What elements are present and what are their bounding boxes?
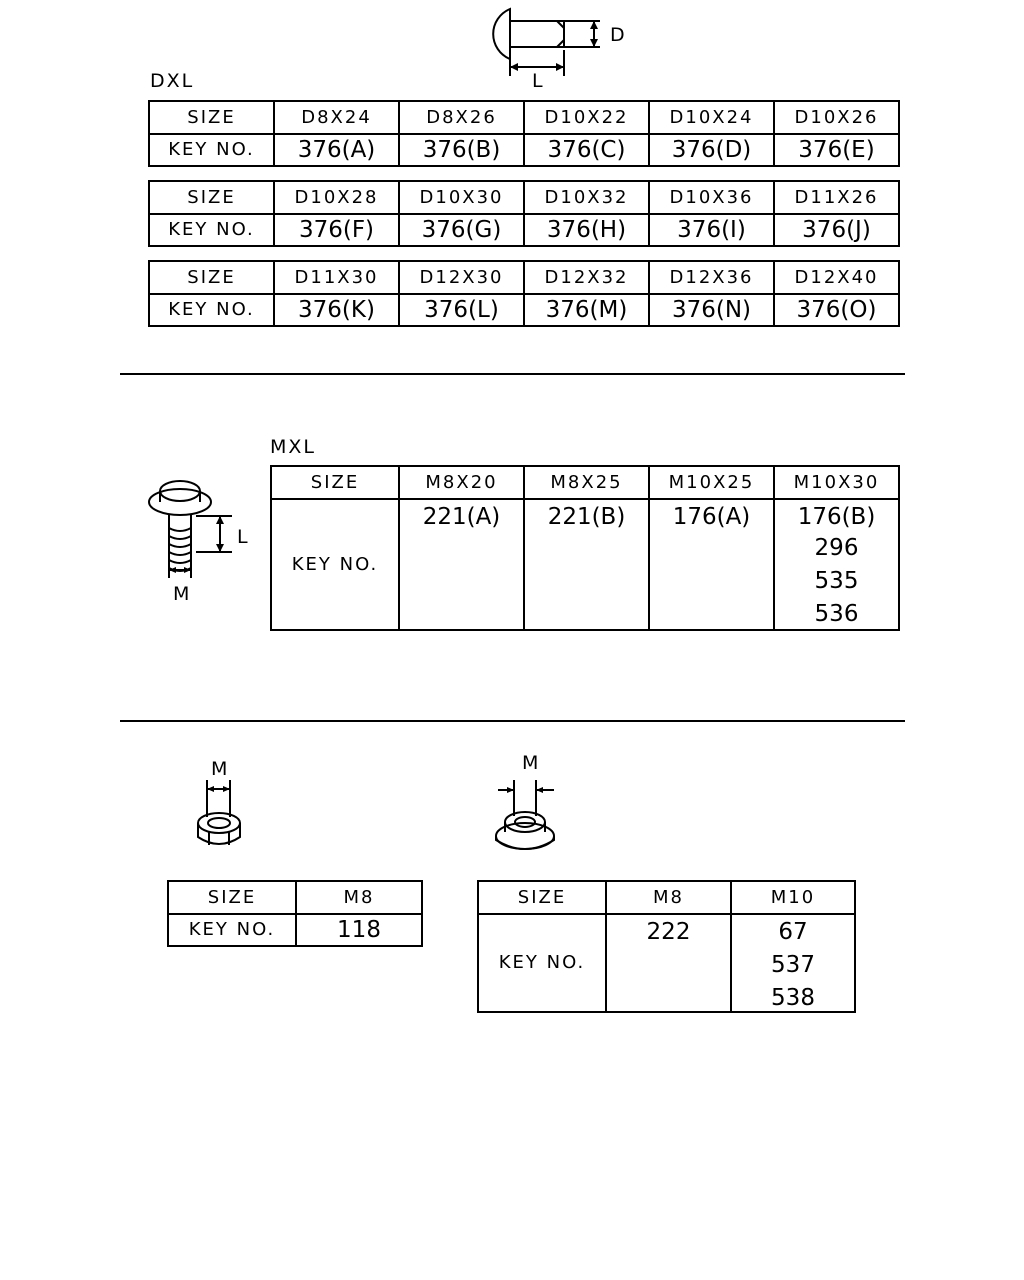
size-cell: M8X20 (399, 466, 524, 499)
size-cell: D10X22 (524, 101, 649, 134)
key-no-cell: 376(A) (274, 134, 399, 166)
key-no-header: KEY NO. (149, 214, 274, 246)
size-cell: D10X36 (649, 181, 774, 214)
key-no-header: KEY NO. (271, 499, 399, 630)
key-no-cell: 376(D) (649, 134, 774, 166)
dim-m-label: M (173, 583, 192, 605)
key-no-value: 176(B) (797, 504, 876, 530)
key-no-cell: 376(K) (274, 294, 399, 326)
size-cell: M8 (296, 881, 422, 914)
key-no-cell (399, 499, 524, 630)
size-cell: M8X25 (524, 466, 649, 499)
size-cell: D10X30 (399, 181, 524, 214)
key-no-cell (606, 914, 731, 1012)
size-cell: D12X36 (649, 261, 774, 294)
size-cell: D10X26 (774, 101, 899, 134)
flange-nut-drawing (490, 770, 570, 858)
key-no-cell: 376(N) (649, 294, 774, 326)
size-cell: D8X26 (399, 101, 524, 134)
key-no-value: 537 (771, 952, 815, 978)
key-no-value: 538 (771, 985, 815, 1011)
size-cell: D10X28 (274, 181, 399, 214)
dxl-title: DXL (150, 70, 195, 92)
key-no-value: 296 (814, 535, 859, 561)
size-cell: M10X25 (649, 466, 774, 499)
dim-l-label: L (532, 70, 545, 92)
key-no-cell (649, 499, 774, 630)
section-divider (120, 720, 905, 722)
size-header: SIZE (271, 466, 399, 499)
key-no-cell (774, 499, 899, 630)
key-no-value: 221(A) (422, 504, 501, 530)
size-cell: D12X32 (524, 261, 649, 294)
dim-l-label: L (237, 526, 250, 548)
key-no-cell: 376(C) (524, 134, 649, 166)
size-cell: D11X26 (774, 181, 899, 214)
key-no-value: 536 (814, 601, 859, 627)
dxl-pin-drawing (470, 0, 640, 95)
key-no-cell: 376(E) (774, 134, 899, 166)
key-no-cell: 376(L) (399, 294, 524, 326)
key-no-header: KEY NO. (478, 914, 606, 1012)
size-header: SIZE (478, 881, 606, 914)
key-no-value: 535 (814, 568, 859, 594)
size-cell: M10 (731, 881, 855, 914)
key-no-value: 221(B) (547, 504, 626, 530)
key-no-cell: 376(O) (774, 294, 899, 326)
size-header: SIZE (149, 181, 274, 214)
key-no-header: KEY NO. (168, 914, 296, 946)
dim-m-label: M (522, 752, 541, 774)
size-header: SIZE (149, 101, 274, 134)
dim-m-label: M (211, 758, 230, 780)
key-no-value: 176(A) (672, 504, 751, 530)
size-cell: M8 (606, 881, 731, 914)
key-no-cell: 118 (296, 914, 422, 946)
nut-table (167, 880, 423, 947)
dxl-table-1 (148, 100, 900, 167)
key-no-value: 222 (646, 919, 691, 945)
hex-nut-drawing (185, 775, 255, 855)
key-no-cell: 376(J) (774, 214, 899, 246)
mxl-title: MXL (270, 436, 316, 458)
size-cell: D8X24 (274, 101, 399, 134)
size-cell: D10X32 (524, 181, 649, 214)
key-no-cell: 376(G) (399, 214, 524, 246)
key-no-cell: 376(H) (524, 214, 649, 246)
flange-nut-table (477, 880, 856, 1013)
key-no-cell (731, 914, 855, 1012)
key-no-cell: 376(B) (399, 134, 524, 166)
size-cell: D12X30 (399, 261, 524, 294)
dim-d-label: D (610, 24, 627, 46)
mxl-table (270, 465, 900, 631)
section-divider (120, 373, 905, 375)
size-cell: D11X30 (274, 261, 399, 294)
dxl-table-2 (148, 180, 900, 247)
key-no-cell: 376(M) (524, 294, 649, 326)
key-no-cell (524, 499, 649, 630)
key-no-cell: 376(F) (274, 214, 399, 246)
size-cell: D12X40 (774, 261, 899, 294)
key-no-value: 67 (778, 919, 808, 945)
size-header: SIZE (149, 261, 274, 294)
size-cell: D10X24 (649, 101, 774, 134)
key-no-header: KEY NO. (149, 134, 274, 166)
key-no-header: KEY NO. (149, 294, 274, 326)
size-header: SIZE (168, 881, 296, 914)
size-cell: M10X30 (774, 466, 899, 499)
dxl-table-3 (148, 260, 900, 327)
key-no-cell: 376(I) (649, 214, 774, 246)
